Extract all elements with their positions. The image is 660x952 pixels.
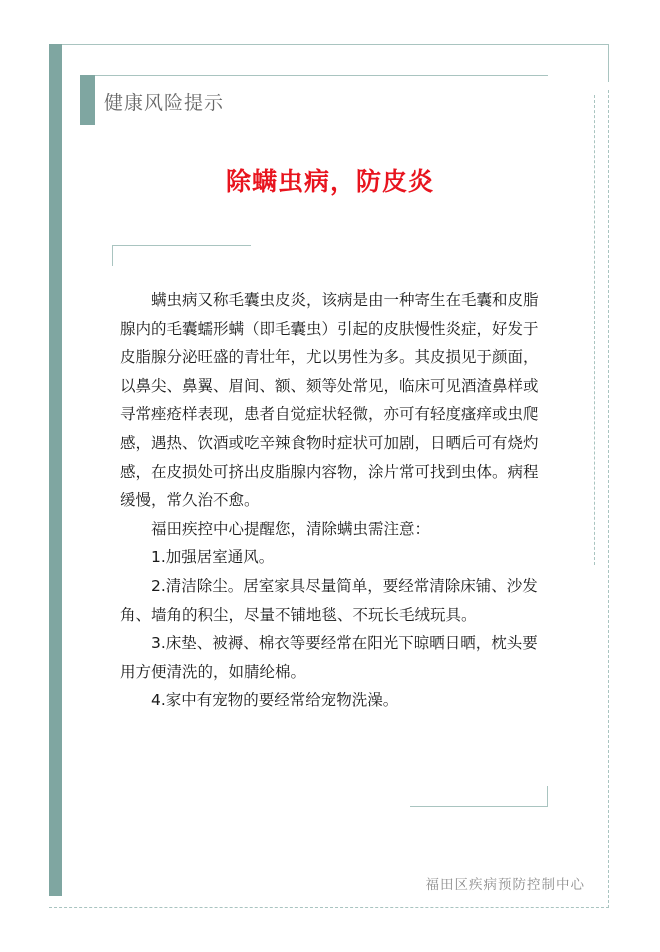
paragraph-intro: 螨虫病又称毛囊虫皮炎，该病是由一种寄生在毛囊和皮脂腺内的毛囊蠕形螨（即毛囊虫）引起的皮肤慢性炎症，好发于皮脂腺分泌旺盛的青壮年，尤以男性为多。其皮损见于颜面，以鼻尖、鼻翼、眉间、额、颏等处常见，临床可见酒渣鼻样或寻常痤疮样表现，患者自觉症状轻微，亦可有轻度瘙痒或虫爬感，遇热、饮酒或吃辛辣食物时症状可加剧，日晒后可有烧灼感，在皮损处可挤出皮脂腺内容物，涂片常可找到虫体。病程缓慢，常久治不愈。 [120,291,539,510]
footer-organization: 福田区疾病预防控制中心 [425,877,585,893]
frame-top-line [62,44,609,45]
frame-right-line [608,44,609,82]
corner-bracket-top-left [112,245,251,266]
tip-item-1: 1.加强居室通风。 [151,548,275,567]
header-line [95,75,548,76]
tip-item-4: 4.家中有宠物的要经常给宠物洗澡。 [151,691,399,710]
tip-item-3: 3.床垫、被褥、棉衣等要经常在阳光下晾晒日晒，枕头要用方便清洗的，如腈纶棉。 [120,634,538,681]
tip-item-2: 2.清洁除尘。居室家具尽量简单，要经常清除床铺、沙发角、墙角的积尘，尽量不铺地毯、不玩长毛绒玩具。 [120,576,538,624]
header-accent-bar [80,75,95,125]
article-body [120,286,550,715]
page-title: 除螨虫病，防皮炎 [225,167,434,196]
corner-bracket-bottom-right [410,786,548,807]
paragraph-reminder: 福田疾控中心提醒您，清除螨虫需注意： [151,519,431,538]
frame-right-dashed-line [608,90,609,908]
frame-bottom-dashed-line [49,907,609,908]
header-label: 健康风险提示 [104,92,225,114]
